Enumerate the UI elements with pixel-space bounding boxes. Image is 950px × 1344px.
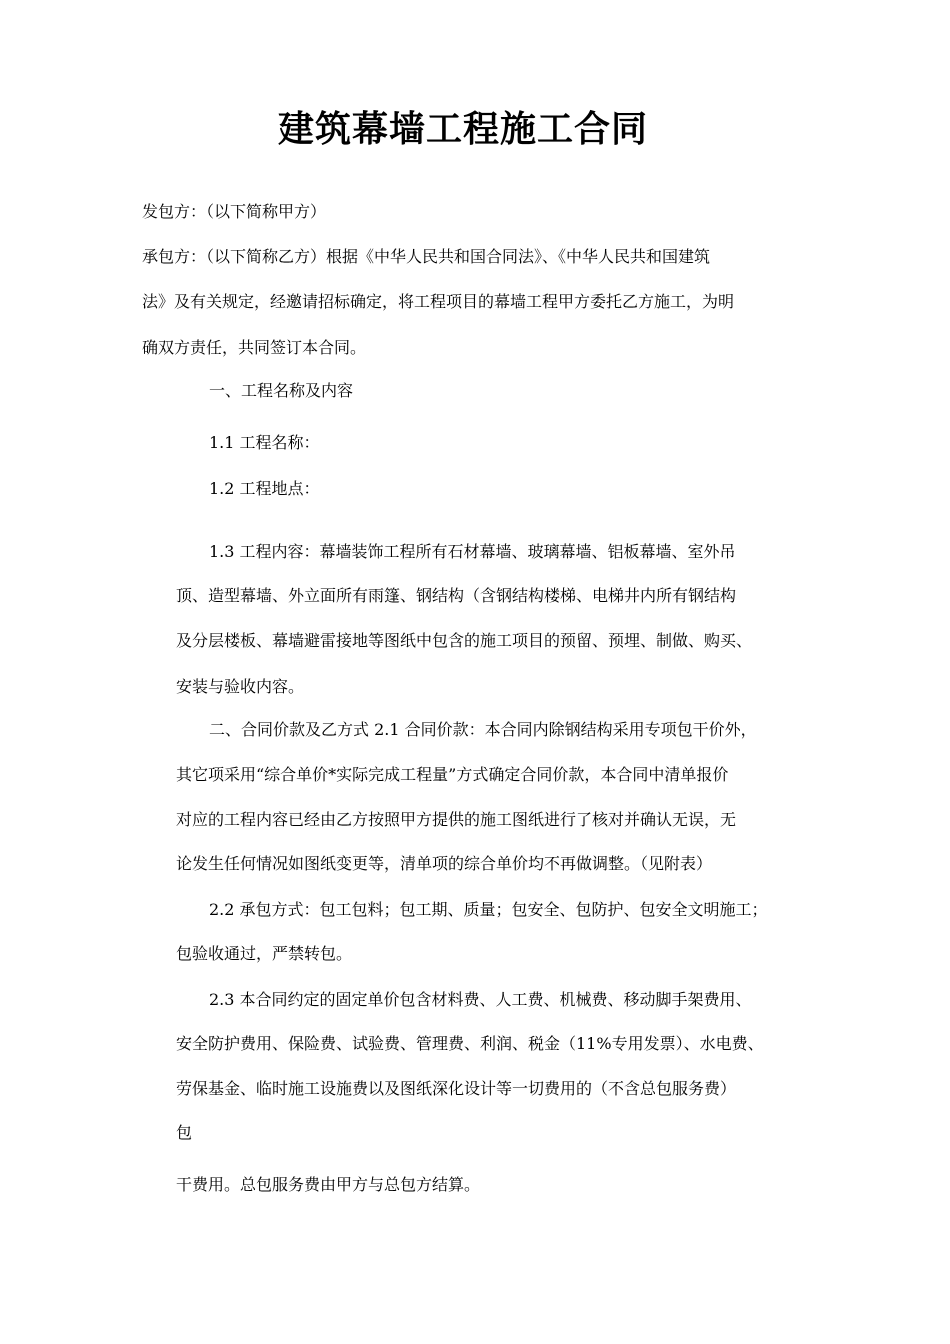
clause-1-3-line-2: 顶、造型幕墙、外立面所有雨篷、钢结构（含钢结构楼梯、电梯井内所有钢结构 xyxy=(176,586,737,605)
clause-1-3-line-4: 安装与验收内容。 xyxy=(176,677,305,696)
party-a-line: 发包方：（以下简称甲方） xyxy=(142,202,327,221)
party-b-line: 承包方：（以下简称乙方）根据《中华人民共和国合同法》、《中华人民共和国建筑 xyxy=(142,247,711,266)
clause-2-3-line-2: 安全防护费用、保险费、试验费、管理费、利润、税金（11%专用发票）、水电费、 xyxy=(176,1034,764,1053)
document-title: 建筑幕墙工程施工合同 xyxy=(277,109,648,150)
clause-2-3-line-4: 包 xyxy=(176,1123,193,1142)
preamble-line-2: 法》及有关规定，经邀请招标确定，将工程项目的幕墙工程甲方委托乙方施工，为明 xyxy=(142,292,735,311)
clause-2-3-line-1: 2.3 本合同约定的固定单价包含材料费、人工费、机械费、移动脚手架费用、 xyxy=(209,990,752,1009)
clause-1-1: 1.1 工程名称： xyxy=(209,433,320,452)
clause-2-3-line-3: 劳保基金、临时施工设施费以及图纸深化设计等一切费用的（不含总包服务费） xyxy=(176,1079,737,1098)
clause-1-3-line-1: 1.3 工程内容：幕墙装饰工程所有石材幕墙、玻璃幕墙、铝板幕墙、室外吊 xyxy=(209,542,736,561)
clause-2-2-line-1: 2.2 承包方式：包工包料；包工期、质量；包安全、包防护、包安全文明施工； xyxy=(209,900,768,919)
section-2-line-2: 其它项采用“综合单价*实际完成工程量”方式确定合同价款，本合同中清单报价 xyxy=(176,765,729,784)
preamble-line-3: 确双方责任，共同签订本合同。 xyxy=(142,338,367,357)
clause-2-2-line-2: 包验收通过，严禁转包。 xyxy=(176,944,353,963)
section-2-line-4: 论发生任何情况如图纸变更等，清单项的综合单价均不再做调整。（见附表） xyxy=(176,854,713,873)
clause-2-3-line-5: 干费用。总包服务费由甲方与总包方结算。 xyxy=(176,1175,481,1194)
section-2-line-3: 对应的工程内容已经由乙方按照甲方提供的施工图纸进行了核对并确认无误，无 xyxy=(176,810,737,829)
section-2-line-1: 二、合同价款及乙方式 2.1 合同价款：本合同内除钢结构采用专项包干价外， xyxy=(209,720,757,739)
section-1-heading: 一、工程名称及内容 xyxy=(209,381,354,400)
clause-1-3-line-3: 及分层楼板、幕墙避雷接地等图纸中包含的施工项目的预留、预埋、制做、购买、 xyxy=(176,631,753,650)
clause-1-2: 1.2 工程地点： xyxy=(209,479,320,498)
